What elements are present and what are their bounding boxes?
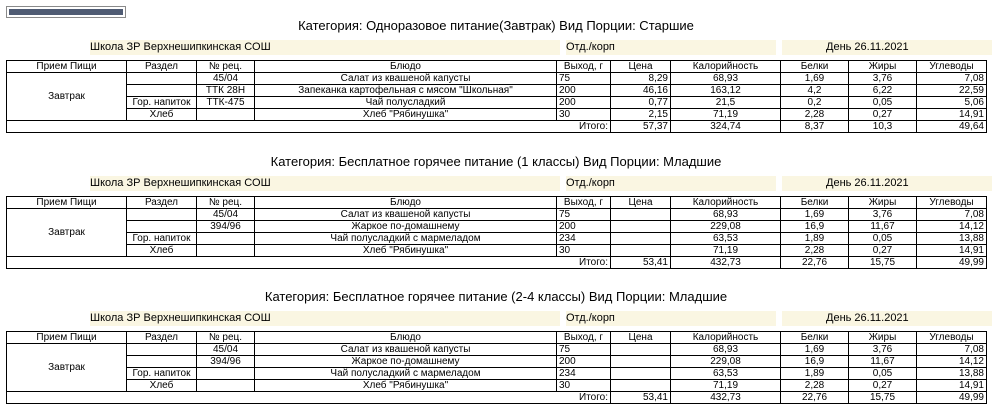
day-field: День 26.11.2021: [782, 40, 992, 55]
table-row: Гор. напиток Чай полусладкий с мармеладом 234 63,53 1,89 0,05 13,88: [7, 368, 987, 380]
header-meal: Прием Пищи: [7, 61, 127, 73]
total-row: Итого: 53,41 432,73 22,76 15,75 49,99: [7, 392, 987, 404]
table-header-row: [7, 197, 987, 209]
header-price: Цена: [611, 332, 671, 344]
total-label: Итого:: [7, 392, 611, 404]
dept-field: Отд./корп: [566, 176, 776, 191]
table-row: Завтрак 45/04 Салат из квашеной капусты 75 8,29 68,93 1,69 3,76 7,08: [7, 73, 987, 85]
total-row: Итого: 53,41 432,73 22,76 15,75 49,99: [7, 257, 987, 269]
school-field: Школа ЗР Верхнешипкинская СОШ: [90, 176, 560, 191]
dept-field: Отд./корп: [566, 40, 776, 55]
header-carb: Углеводы: [917, 197, 987, 209]
meal-cell: Завтрак: [7, 73, 127, 121]
table-row: ТТК 28Н Запеканка картофельная с мясом "Школьная" 200 46,16 163,12 4,2 6,22 22,59: [7, 85, 987, 97]
header-dish: Блюдо: [255, 197, 557, 209]
school-field: Школа ЗР Верхнешипкинская СОШ: [90, 40, 560, 55]
info-row: [6, 176, 986, 192]
header-section: Раздел: [127, 61, 197, 73]
meal-cell: Завтрак: [7, 344, 127, 392]
header-kcal: Калорийность: [671, 332, 781, 344]
header-out: Выход, г: [557, 332, 611, 344]
section-title: Категория: Одноразовое питание(Завтрак) Вид Порции: Старшие: [298, 18, 694, 33]
table-row: Завтрак 45/04 Салат из квашеной капусты 75 68,93 1,69 3,76 7,08: [7, 209, 987, 221]
menu-table: [6, 331, 987, 404]
info-row: [6, 311, 986, 327]
header-out: Выход, г: [557, 61, 611, 73]
table-header-row: [7, 332, 987, 344]
total-label: Итого:: [7, 257, 611, 269]
header-prot: Белки: [781, 61, 849, 73]
header-dish: Блюдо: [255, 61, 557, 73]
header-price: Цена: [611, 197, 671, 209]
meal-cell: Завтрак: [7, 209, 127, 257]
table-header-row: [7, 61, 987, 73]
header-meal: Прием Пищи: [7, 332, 127, 344]
header-section: Раздел: [127, 332, 197, 344]
header-section: Раздел: [127, 197, 197, 209]
header-price: Цена: [611, 61, 671, 73]
total-row: Итого: 57,37 324,74 8,37 10,3 49,64: [7, 121, 987, 133]
menu-table: [6, 196, 987, 269]
header-out: Выход, г: [557, 197, 611, 209]
header-carb: Углеводы: [917, 61, 987, 73]
table-row: Гор. напиток Чай полусладкий с мармеладом 234 63,53 1,89 0,05 13,88: [7, 233, 987, 245]
school-field: Школа ЗР Верхнешипкинская СОШ: [90, 311, 560, 326]
header-kcal: Калорийность: [671, 197, 781, 209]
table-row: Хлеб Хлеб "Рябинушка" 30 71,19 2,28 0,27 14,91: [7, 380, 987, 392]
table-row: Гор. напиток ТТК-475 Чай полусладкий 200 0,77 21,5 0,2 0,05 5,06: [7, 97, 987, 109]
header-rec: № рец.: [197, 332, 255, 344]
menu-table: [6, 60, 987, 133]
header-rec: № рец.: [197, 61, 255, 73]
header-fat: Жиры: [849, 197, 917, 209]
section-title: Категория: Бесплатное горячее питание (1 классы) Вид Порции: Младшие: [270, 154, 722, 169]
table-row: Хлеб Хлеб "Рябинушка" 30 2,15 71,19 2,28 0,27 14,91: [7, 109, 987, 121]
header-fat: Жиры: [849, 61, 917, 73]
header-carb: Углеводы: [917, 332, 987, 344]
header-meal: Прием Пищи: [7, 197, 127, 209]
info-row: [6, 40, 986, 56]
header-dish: Блюдо: [255, 332, 557, 344]
header-prot: Белки: [781, 197, 849, 209]
section-title: Категория: Бесплатное горячее питание (2-4 классы) Вид Порции: Младшие: [264, 289, 728, 304]
total-label: Итого:: [7, 121, 611, 133]
table-row: 394/96 Жаркое по-домашнему 200 229,08 16,9 11,67 14,12: [7, 221, 987, 233]
table-row: 394/96 Жаркое по-домашнему 200 229,08 16,9 11,67 14,12: [7, 356, 987, 368]
header-kcal: Калорийность: [671, 61, 781, 73]
table-row: Завтрак 45/04 Салат из квашеной капусты 75 68,93 1,69 3,76 7,08: [7, 344, 987, 356]
dept-field: Отд./корп: [566, 311, 776, 326]
header-rec: № рец.: [197, 197, 255, 209]
day-field: День 26.11.2021: [782, 311, 992, 326]
day-field: День 26.11.2021: [782, 176, 992, 191]
header-prot: Белки: [781, 332, 849, 344]
header-fat: Жиры: [849, 332, 917, 344]
toolbar-bar: [6, 6, 126, 18]
table-row: Хлеб Хлеб "Рябинушка" 30 71,19 2,28 0,27 14,91: [7, 245, 987, 257]
